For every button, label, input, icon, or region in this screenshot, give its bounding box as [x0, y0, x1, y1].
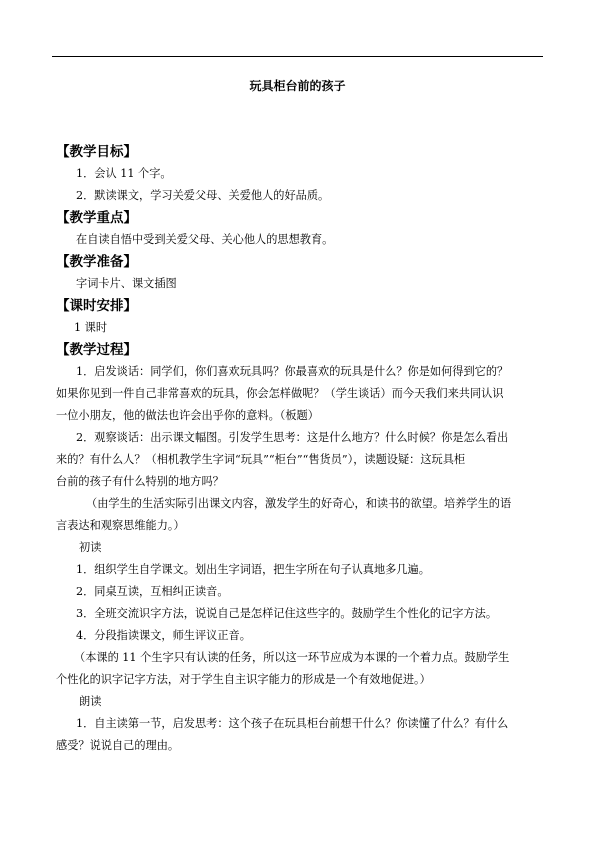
paragraph-line: （由学生的生活实际引出课文内容，激发学生的好奇心，和读书的欲望。培养学生的语 — [86, 497, 512, 510]
section-heading: 【教学过程】 — [56, 342, 137, 358]
document-title: 玩具柜台前的孩子 — [249, 79, 346, 93]
paragraph-line: 1．组织学生自学课文。划出生字词语，把生字所在句子认真地多几遍。 — [76, 563, 430, 576]
paragraph-line: 2．同桌互读，互相纠正读音。 — [76, 585, 229, 598]
document-body — [56, 141, 544, 757]
paragraph-line: 2．观察谈话：出示课文幅图。引发学生思考：这是什么地方？什么时候？你是怎么看出 — [76, 431, 509, 444]
paragraph-line: 4．分段指读课文，师生评议正音。 — [76, 629, 251, 642]
section-heading: 【教学准备】 — [56, 254, 137, 270]
section-heading: 【教学目标】 — [56, 144, 137, 160]
paragraph-line: 3．全班交流识字方法，说说自己是怎样记住这些字的。鼓励学生个性化的记字方法。 — [76, 607, 498, 620]
section-heading: 【教学重点】 — [56, 210, 137, 226]
paragraph-line: （本课的 11 个生字只有认读的任务，所以这一环节应成为本课的一个着力点。鼓励学生 — [74, 651, 510, 664]
section-heading: 【课时安排】 — [56, 298, 137, 314]
paragraph-line: 字词卡片、课文插图 — [76, 277, 177, 290]
paragraph-line: 1．会认 11 个字。 — [76, 167, 172, 180]
header-rule — [52, 56, 543, 57]
paragraph-line: 如果你见到一件自己非常喜欢的玩具，你会怎样做呢？（学生谈话）而今天我们来共同认识 — [56, 387, 504, 400]
paragraph-line: 个性化的识字记字方法，对于学生自主识字能力的形成是一个有效地促进。） — [56, 673, 431, 686]
paragraph-line: 2．默读课文，学习关爱父母、关爱他人的好品质。 — [76, 189, 330, 202]
paragraph-line: 1．自主读第一节，启发思考：这个孩子在玩具柜台前想干什么？你读懂了什么？有什么 — [76, 717, 509, 730]
paragraph-line: 一位小朋友，他的做法也许会出乎你的意料。（板题） — [56, 409, 319, 422]
paragraph-line: 来的？有什么人？（相机教学生字词“玩具”“柜台”“售货员”），读题设疑：这玩具柜 — [56, 453, 466, 466]
paragraph-line: 1．启发谈话：同学们，你们喜欢玩具吗？你最喜欢的玩具是什么？你是如何得到它的？ — [76, 365, 509, 378]
paragraph-line: 言表达和观察思维能力。） — [56, 519, 185, 532]
paragraph-line: 在自读自悟中受到关爱父母、关心他人的思想教育。 — [76, 233, 334, 246]
paragraph-line: 1 课时 — [74, 321, 108, 334]
paragraph-line: 朗读 — [79, 695, 102, 708]
paragraph-line: 感受？说说自己的理由。 — [56, 739, 180, 752]
paragraph-line: 台前的孩子有什么特别的地方吗？ — [56, 475, 224, 488]
paragraph-line: 初读 — [79, 541, 102, 554]
